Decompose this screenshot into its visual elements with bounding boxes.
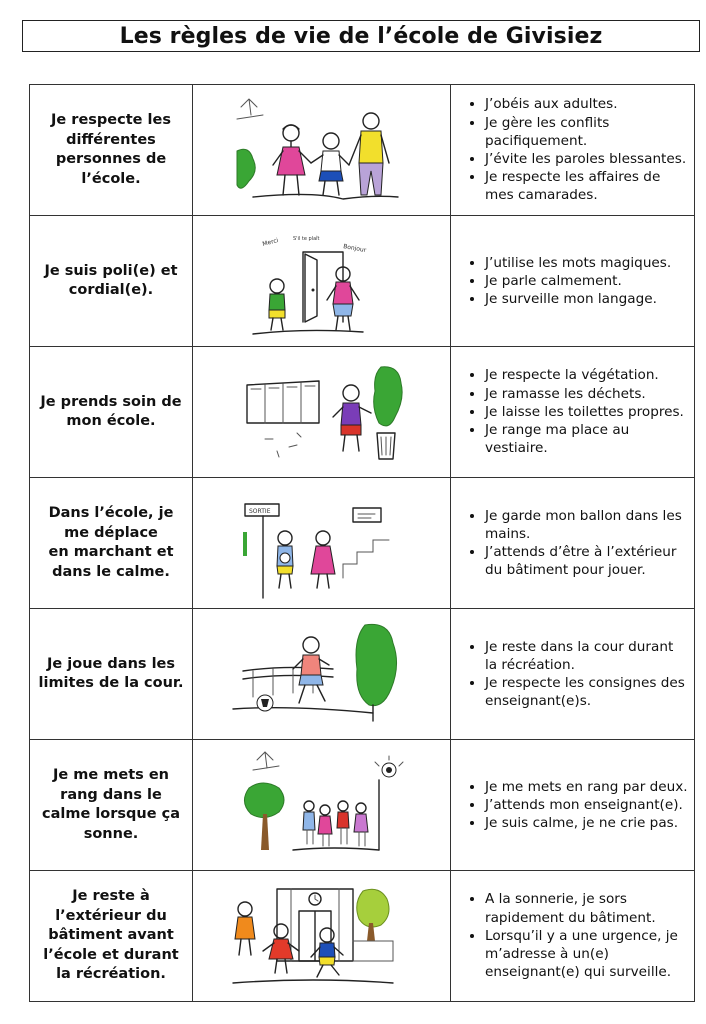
list-item: • J’utilise les mots magiques. [485,254,688,272]
actions-list [451,638,694,711]
title-box [22,20,700,52]
actions-list [451,778,694,833]
speech-word: Merci [261,236,280,248]
rule-text: Je joue dans les limites de la cour. [38,655,184,691]
list-item: • Je garde mon ballon dans les mains. [485,507,688,543]
list-item: • Je respecte la végétation. [485,366,688,384]
list-item: • Je range ma place au vestiaire. [485,421,688,457]
list-item: • Je suis calme, je ne crie pas. [485,814,688,832]
speech-word: S'il te plaît [293,236,320,242]
list-item: • Je laisse les toilettes propres. [485,403,688,421]
rule-text: Je prends soin de mon école. [40,393,182,429]
actions-list [451,254,694,309]
recycling-cleanup-icon [193,347,450,477]
page-title: Les règles de vie de l’école de Givisiez [119,23,603,49]
rule-text: Je me mets en rang dans le calme lorsque ça sonne. [41,767,181,842]
family-people-icon [193,85,450,215]
rule-text: Je respecte les différentes personnes de l’école. [51,112,171,187]
list-item: • Je respecte les consignes des enseignant(e)s. [485,674,688,710]
line-up-bell-icon [193,740,450,870]
list-item: • J’évite les paroles blessantes. [485,150,688,168]
rule-row [30,871,695,1002]
rule-text: Dans l’école, je me déplace en marchant et dans le calme. [48,505,174,580]
list-item: • A la sonnerie, je sors rapidement du bâtiment. [485,890,688,926]
rule-row [30,740,695,871]
polite-greeting-icon [193,216,450,346]
actions-list [451,890,694,981]
list-item: • J’attends d’être à l’extérieur du bâtiment pour jouer. [485,543,688,579]
outside-building-icon [193,871,450,1001]
rule-row [30,609,695,740]
rule-row [30,347,695,478]
list-item: • Je ramasse les déchets. [485,385,688,403]
list-item: • J’attends mon enseignant(e). [485,796,688,814]
rule-row [30,85,695,216]
rule-row [30,216,695,347]
list-item: • Je respecte les affaires de mes camarades. [485,168,688,204]
speech-word: Bonjour [342,243,367,254]
rule-text: Je suis poli(e) et cordial(e). [44,262,178,298]
rule-text: Je reste à l’extérieur du bâtiment avant l’école et durant la récréation. [43,888,179,983]
rules-table [29,84,695,1002]
actions-list [451,366,694,457]
list-item: • Je gère les conflits pacifiquement. [485,114,688,150]
list-item: • Je reste dans la cour durant la récréation. [485,638,688,674]
list-item: • Je surveille mon langage. [485,290,688,308]
list-item: • J’obéis aux adultes. [485,95,688,113]
walking-calm-icon [193,478,450,608]
exit-sign-text: SORTIE [249,508,271,515]
list-item: • Lorsqu’il y a une urgence, je m’adresse à un(e) enseignant(e) qui surveille. [485,927,688,982]
playground-limits-icon [193,609,450,739]
actions-list [451,95,694,204]
rule-row [30,478,695,609]
list-item: • Je me mets en rang par deux. [485,778,688,796]
actions-list [451,507,694,580]
list-item: • Je parle calmement. [485,272,688,290]
